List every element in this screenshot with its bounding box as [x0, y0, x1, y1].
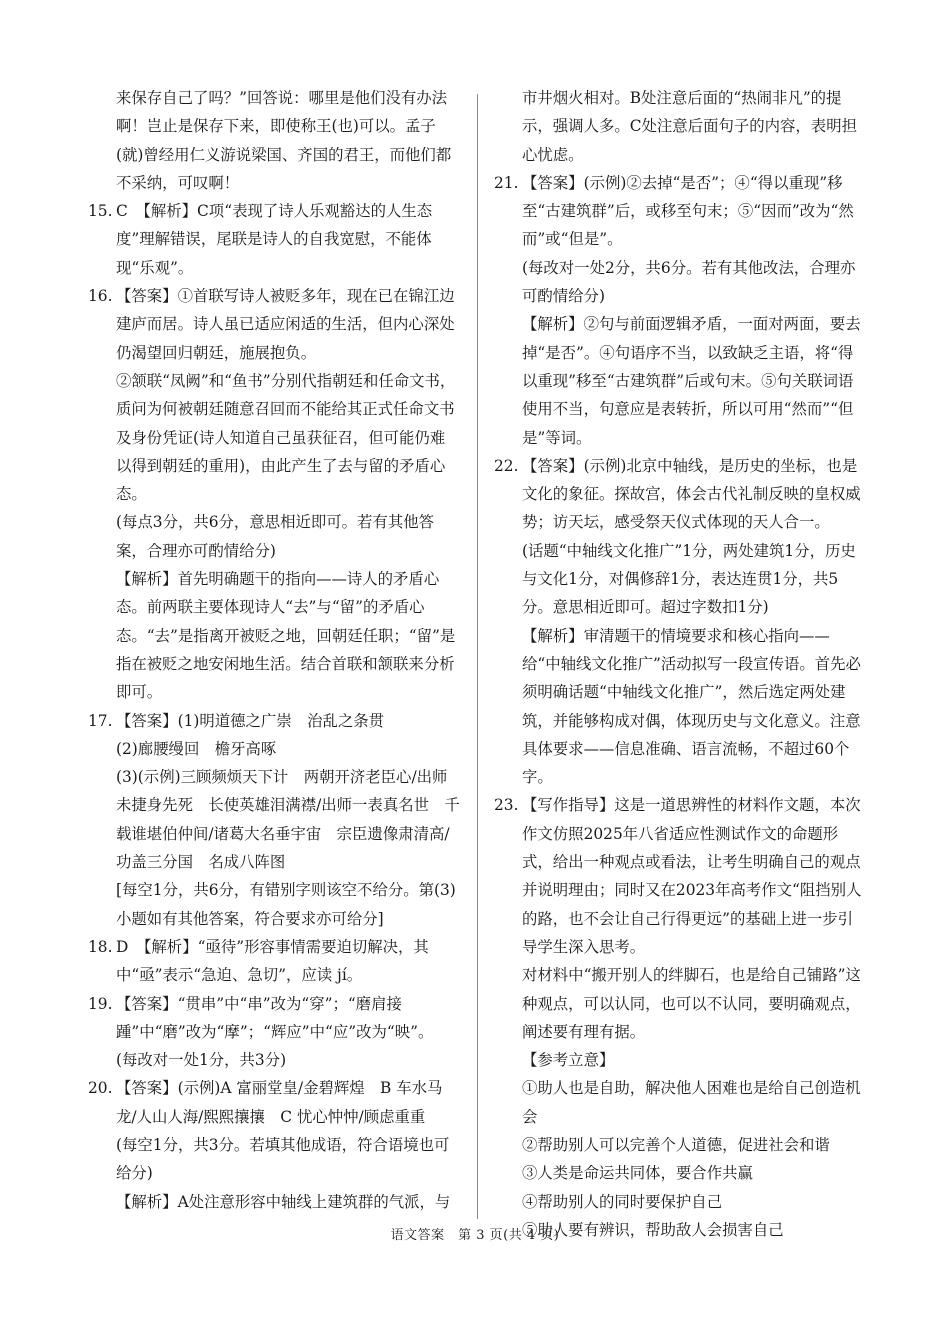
analysis-text: 【解析】首先明确题干的指向——诗人的矛盾心态。前两联主要体现诗人“去”与“留”的矛盾心态。“去”是指离开被贬之地，回朝廷任职；“留”是指在被贬之地安闲地生活。结合首联和颔联来分析即可。 — [116, 570, 456, 702]
question-22 — [494, 452, 866, 792]
q20-continuation: 市井烟火相对。B处注意后面的“热闹非凡”的提示，强调人多。C处注意后面句子的内容，表明担心忧虑。 — [522, 89, 857, 164]
question-18 — [88, 933, 460, 990]
page-footer: 语文答案 第 3 页(共 4 页) — [390, 1228, 560, 1243]
scoring-note: (每空1分，共3分。若填其他成语，符合语境也可给分) — [116, 1135, 450, 1183]
question-number: 20. — [88, 1079, 113, 1098]
answer-text: 【答案】(1)明道德之广崇 治乱之条贯 — [116, 711, 385, 730]
scoring-note: (每点3分，共6分，意思相近即可。若有其他答案，合理亦可酌情给分) — [116, 513, 435, 560]
question-number: 23. — [494, 796, 519, 815]
question-19 — [88, 990, 460, 1075]
question-number: 19. — [88, 994, 113, 1013]
theme-item: ③人类是命运共同体，要合作共赢 — [522, 1164, 753, 1183]
scoring-note: (话题“中轴线文化推广”1分，两处建筑1分，历史与文化1分，对偶修辞1分，表达连贯1分，共5分。意思相近即可。超过字数扣1分) — [522, 541, 856, 617]
answer-text: C 【解析】C项“表现了诗人乐观豁达的人生态度”理解错误，尾联是诗人的自我宽慰，不能体现“乐观”。 — [116, 202, 433, 277]
analysis-text: 【解析】审清题干的情境要求和核心指向——给“中轴线文化推广”活动拟写一段宣传语。首先必须明确话题“中轴线文化推广”，然后选定两处建筑，并能够构成对偶，体现历史与文化意义。注意具体要求——信息准确、语言流畅，不超过60个字。 — [522, 626, 861, 787]
answer-text: 【答案】(示例)A 富丽堂皇/金碧辉煌 B 车水马龙/人山人海/熙熙攘攘 C 忧心忡忡/顾虑重重 — [116, 1079, 443, 1126]
theme-item: ①助人也是自助，解决他人困难也是给自己创造机会 — [522, 1079, 861, 1126]
scoring-note: (每改对一处1分，共3分) — [116, 1051, 287, 1070]
question-23 — [494, 791, 866, 1244]
question-15 — [88, 197, 460, 282]
analysis-text: 【解析】②句与前面逻辑矛盾，一面对两面，要去掉“是否”。④句语序不当，以致缺乏主语，将“得以重现”移至“古建筑群”后或句末。⑤句关联词语使用不当，句意应是表转折，所以可用“然而”“但是”等词。 — [522, 315, 861, 447]
column-divider — [477, 94, 478, 1219]
reference-theme-heading: 【参考立意】 — [522, 1051, 615, 1070]
theme-item: ②帮助别人可以完善个人道德，促进社会和谐 — [522, 1135, 830, 1154]
writing-guide: 【写作指导】这是一道思辨性的材料作文题，本次作文仿照2025年八省适应性测试作文的命题形式，给出一种观点或看法，让考生明确自己的观点并说明理由；同时又在2023年高考作文“阻挡别人的路，也不会让自己行得更远”的基础上进一步引导学生深入思考。 — [522, 796, 862, 956]
question-number: 16. — [88, 287, 113, 306]
theme-item: ④帮助别人的同时要保护自己 — [522, 1192, 723, 1211]
answer-text: 【答案】①首联写诗人被贬多年，现在已在锦江边建庐而居。诗人虽已适应闲适的生活，但内心深处仍渴望回归朝廷，施展抱负。 — [116, 287, 455, 362]
analysis-text: 【解析】A处注意形容中轴线上建筑群的气派，与 — [116, 1192, 451, 1211]
question-21 — [494, 169, 866, 452]
theme-item: ⑤助人要有辨识，帮助敌人会损害自己 — [522, 1220, 784, 1239]
answer-text: ②颔联“凤阙”和“鱼书”分别代指朝廷和任命文书，质问为何被朝廷随意召回而不能给其正式任命文书及身份凭证(诗人知道自己虽获征召，但可能仍难以得到朝廷的重用)，由此产生了去与留的矛盾心态。 — [116, 371, 456, 504]
answer-text: (3)(示例)三顾频烦天下计 两朝开济老臣心/出师未捷身先死 长使英雄泪满襟/出师一表真名世 千载谁堪伯仲间/诸葛大名垂宇宙 宗臣遗像肃清高/功盖三分国 名成八阵图 — [116, 768, 460, 872]
answer-text: (2)廊腰缦回 檐牙高啄 — [116, 739, 277, 758]
right-column — [494, 84, 866, 1244]
question-17 — [88, 707, 460, 933]
scoring-note: (每改对一处2分，共6分。若有其他改法，合理亦可酌情给分) — [522, 258, 856, 306]
question-number: 15. — [88, 202, 113, 221]
question-16 — [88, 282, 460, 706]
question-number: 22. — [494, 456, 519, 475]
writing-guide: 对材料中“搬开别人的绊脚石，也是给自己铺路”这种观点，可以认同，也可以不认同，要明确观点，阐述要有理有据。 — [522, 966, 861, 1041]
answer-text: D 【解析】“亟待”形容事情需要迫切解决，其中“亟”表示“急迫、急切”，应读 jí。 — [116, 937, 429, 985]
q14-continuation: 来保存自己了吗？”回答说：哪里是他们没有办法啊！岂止是保存下来，即使称王(也)可以。孟子(就)曾经用仁义游说梁国、齐国的君王，而他们都不采纳，可叹啊！ — [116, 89, 452, 192]
question-number: 21. — [494, 173, 519, 192]
question-20 — [88, 1074, 460, 1215]
question-number: 18. — [88, 937, 113, 956]
answer-text: 【答案】(示例)②去掉“是否”；④“得以重现”移至“古建筑群”后，或移至句末；⑤“因而”改为“然而”或“但是”。 — [522, 173, 854, 249]
answer-text: 【答案】“贯串”中“串”改为“穿”；“磨肩接踵”中“磨”改为“摩”；“辉应”中“应”改为“映”。 — [116, 994, 434, 1041]
answer-text: 【答案】(示例)北京中轴线，是历史的坐标，也是文化的象征。探故宫，体会古代礼制反映的皇权威势；访天坛，感受祭天仪式体现的天人合一。 — [522, 456, 861, 532]
left-column — [88, 84, 460, 1216]
question-number: 17. — [88, 711, 113, 730]
scoring-note: [每空1分，共6分，有错别字则该空不给分。第(3)小题如有其他答案，符合要求亦可给分] — [116, 881, 456, 928]
